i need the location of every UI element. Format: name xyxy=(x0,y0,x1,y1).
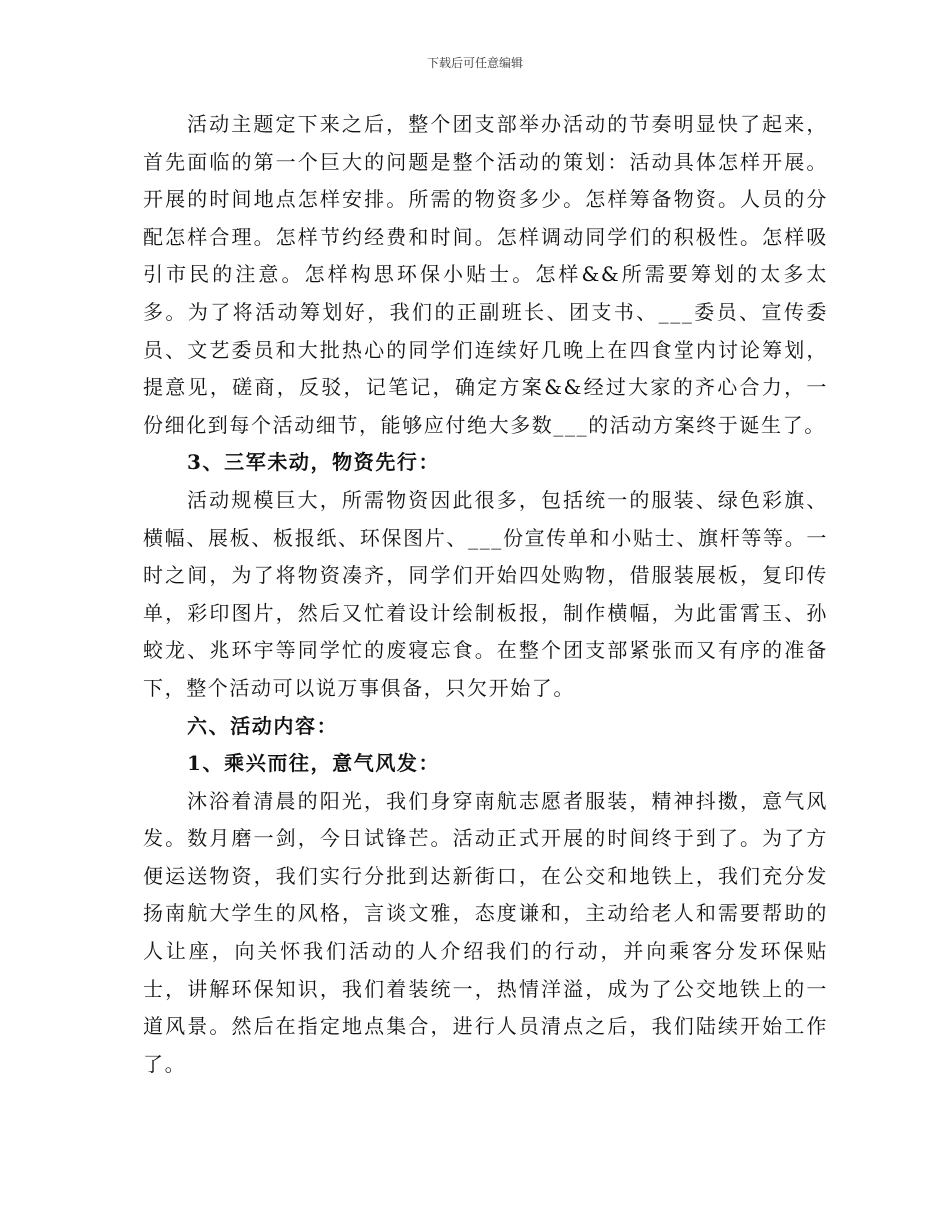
section-heading-activity-content: 六、活动内容： xyxy=(187,713,339,738)
page-header: 下载后可任意编辑 xyxy=(426,56,523,70)
subsection-heading-departure: 1、乘兴而往，意气风发： xyxy=(187,751,441,776)
document-body xyxy=(143,106,828,1083)
section-heading-materials: 3、三军未动，物资先行： xyxy=(187,450,441,475)
paragraph-departure: 沐浴着清晨的阳光，我们身穿南航志愿者服装，精神抖擞，意气风发。数月磨一剑，今日试锋芒。活动正式开展的时间终于到了。为了方便运送物资，我们实行分批到达新街口，在公交和地铁上，我们充分发扬南航大学生的风格，言谈文雅，态度谦和，主动给老人和需要帮助的人让座，向关怀我们活动的人介绍我们的行动，并向乘客分发环保贴士，讲解环保知识，我们着装统一，热情洋溢，成为了公交地铁上的一道风景。然后在指定地点集合，进行人员清点之后，我们陆续开始工作了。 xyxy=(143,788,828,1076)
paragraph-activity-planning: 活动主题定下来之后，整个团支部举办活动的节奏明显快了起来，首先面临的第一个巨大的问题是整个活动的策划：活动具体怎样开展。开展的时间地点怎样安排。所需的物资多少。怎样筹备物资。人员的分配怎样合理。怎样节约经费和时间。怎样调动同学们的积极性。怎样吸引市民的注意。怎样构思环保小贴士。怎样&&所需要筹划的太多太多。为了将活动筹划好，我们的正副班长、团支书、___委员、宣传委员、文艺委员和大批热心的同学们连续好几晚上在四食堂内讨论筹划，提意见，磋商，反驳，记笔记，确定方案&&经过大家的齐心合力，一份细化到每个活动细节，能够应付绝大多数___的活动方案终于诞生了。 xyxy=(143,112,828,437)
paragraph-materials: 活动规模巨大，所需物资因此很多，包括统一的服装、绿色彩旗、横幅、展板、板报纸、环保图片、___份宣传单和小贴士、旗杆等等。一时之间，为了将物资凑齐，同学们开始四处购物，借服装展板，复印传单，彩印图片，然后又忙着设计绘制板报，制作横幅，为此雷霄玉、孙蛟龙、兆环宇等同学忙的废寝忘食。在整个团支部紧张而又有序的准备下，整个活动可以说万事俱备，只欠开始了。 xyxy=(143,487,828,700)
